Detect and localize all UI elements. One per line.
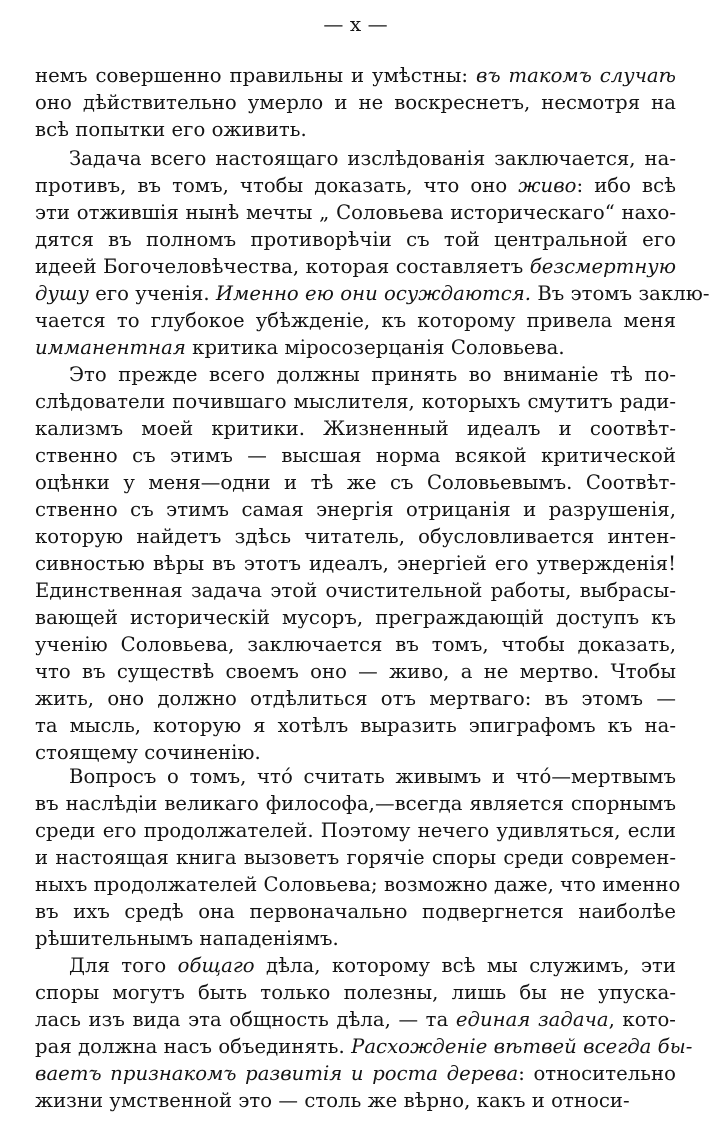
text-run: въ ихъ средѣ она первоначально подвергнется наиболѣе (35, 900, 676, 923)
text-run: ственно съ этимъ самая энергія отрицанія и разрушенія, (35, 498, 676, 521)
text-run: : относительно (518, 1062, 676, 1085)
text-run: рѣшительнымъ нападеніямъ. (35, 927, 339, 950)
text-line (35, 226, 676, 253)
text-line (35, 871, 681, 898)
text-run: дятся въ полномъ противорѣчіи съ той центральной его (35, 228, 676, 251)
text-line (35, 817, 676, 844)
emphasized-text: ваетъ признакомъ развитія и роста дерева (35, 1062, 519, 1085)
text-run: та мысль, которую я хотѣлъ выразить эпиграфомъ къ на- (35, 714, 676, 737)
text-run: , кото- (608, 1008, 676, 1031)
text-run: споры могутъ быть только полезны, лишь бы не упуска- (35, 981, 676, 1004)
text-run: противъ, въ томъ, чтобы доказать, что оно (35, 174, 519, 197)
text-line (35, 1087, 676, 1114)
text-run: ныхъ продолжателей Соловьева; возможно даже, что именно (35, 873, 681, 896)
text-run: немъ совершенно правильны и умѣстны: (35, 64, 476, 87)
text-line (35, 415, 676, 442)
emphasized-text: Расхожденіе вѣтвей всегда бы- (351, 1035, 693, 1058)
text-run: чается то глубокое убѣжденіе, къ которому привела меня (35, 309, 676, 332)
text-run: всѣ попытки его оживить. (35, 118, 307, 141)
text-line (35, 361, 676, 388)
text-line (35, 280, 710, 307)
text-run: оцѣнки у меня—одни и тѣ же съ Соловьевымъ. Соотвѣт- (35, 471, 676, 494)
text-run: слѣдователи почившаго мыслителя, которыхъ смутитъ ради- (35, 390, 676, 413)
text-run: рая должна насъ объединять. (35, 1035, 352, 1058)
text-line (35, 925, 676, 952)
text-line (35, 658, 676, 685)
text-run: критика міросозерцанія Соловьева. (185, 336, 565, 359)
text-line (35, 116, 676, 143)
emphasized-text: Именно ею они осуждаются. (215, 282, 532, 305)
text-line (35, 1033, 693, 1060)
text-line (35, 712, 676, 739)
text-line (35, 685, 676, 712)
text-run: которую найдетъ здѣсь читатель, обусловливается интен- (35, 525, 676, 548)
text-line (35, 790, 676, 817)
page-number: — x — (323, 12, 388, 36)
text-run: оно дѣйствительно умерло и не воскреснетъ, несмотря на (35, 91, 676, 114)
text-run: Задача всего настоящаго изслѣдованія заключается, на- (69, 147, 676, 170)
emphasized-text: душу (35, 282, 89, 305)
text-line (35, 952, 676, 979)
text-line (35, 145, 676, 172)
text-run: ственно съ этимъ — высшая норма всякой критической (35, 444, 676, 467)
text-line (35, 577, 676, 604)
text-line (35, 89, 676, 116)
text-line (35, 550, 676, 577)
text-line (35, 469, 676, 496)
paragraph-2 (35, 145, 710, 361)
book-page (35, 0, 710, 1139)
emphasized-text: общаго (177, 954, 255, 977)
text-run: дѣла, которому всѣ мы служимъ, эти (254, 954, 677, 977)
emphasized-text: единая задача (455, 1008, 609, 1031)
text-line (35, 604, 676, 631)
text-line (35, 1006, 676, 1033)
text-line (35, 334, 676, 361)
text-line (35, 523, 676, 550)
emphasized-text: живо (518, 174, 577, 197)
text-run: : ибо всѣ (576, 174, 677, 197)
text-line (35, 898, 676, 925)
text-line (35, 62, 676, 89)
text-run: вающей историческій мусоръ, преграждающій доступъ къ (35, 606, 676, 629)
text-run: Вопросъ о томъ, что́ считать живымъ и что́—мертвымъ (69, 765, 676, 788)
text-run: что въ существѣ своемъ оно — живо, а не мертво. Чтобы (35, 660, 676, 683)
text-run: Это прежде всего должны принять во вниманіе тѣ по- (69, 363, 676, 386)
paragraph-3 (35, 361, 676, 766)
paragraph-5 (35, 952, 693, 1114)
emphasized-text: въ такомъ случаѣ (476, 64, 677, 87)
text-run: Единственная задача этой очистительной работы, выбрасы- (35, 579, 676, 602)
text-line (35, 388, 676, 415)
text-run: ученію Соловьева, заключается въ томъ, чтобы доказать, (35, 633, 676, 656)
text-line (35, 844, 676, 871)
text-run: эти отжившія нынѣ мечты „ Соловьева историческаго“ нахо- (35, 201, 676, 224)
text-run: Для того (69, 954, 178, 977)
text-run: сивностью вѣры въ этотъ идеалъ, энергіей его утвержденія! (35, 552, 676, 575)
emphasized-text: безсмертную (529, 255, 676, 278)
text-line (35, 979, 676, 1006)
text-run: жизни умственной это — столь же вѣрно, какъ и относи- (35, 1089, 630, 1112)
emphasized-text: имманентная (35, 336, 186, 359)
text-line (35, 631, 676, 658)
text-run: стоящему сочиненію. (35, 741, 261, 764)
text-line (35, 1060, 676, 1087)
text-run: кализмъ моей критики. Жизненный идеалъ и соотвѣт- (35, 417, 676, 440)
text-line (35, 442, 676, 469)
paragraph-4 (35, 763, 681, 952)
text-line (35, 253, 676, 280)
text-line (35, 739, 676, 766)
text-run: идеей Богочеловѣчества, которая составляетъ (35, 255, 530, 278)
text-run: Въ этомъ заклю- (531, 282, 710, 305)
text-line (35, 763, 676, 790)
text-run: въ наслѣдіи великаго философа,—всегда является спорнымъ (35, 792, 676, 815)
paragraph-1 (35, 62, 676, 143)
text-run: среди его продолжателей. Поэтому нечего удивляться, если (35, 819, 676, 842)
text-line (35, 199, 676, 226)
text-line (35, 496, 676, 523)
text-run: и настоящая книга вызоветъ горячіе споры среди современ- (35, 846, 676, 869)
text-line (35, 307, 676, 334)
text-run: лась изъ вида эта общность дѣла, — та (35, 1008, 456, 1031)
text-run: жить, оно должно отдѣлиться отъ мертваго: въ этомъ — (35, 687, 676, 710)
text-run: его ученія. (88, 282, 216, 305)
text-line (35, 172, 676, 199)
